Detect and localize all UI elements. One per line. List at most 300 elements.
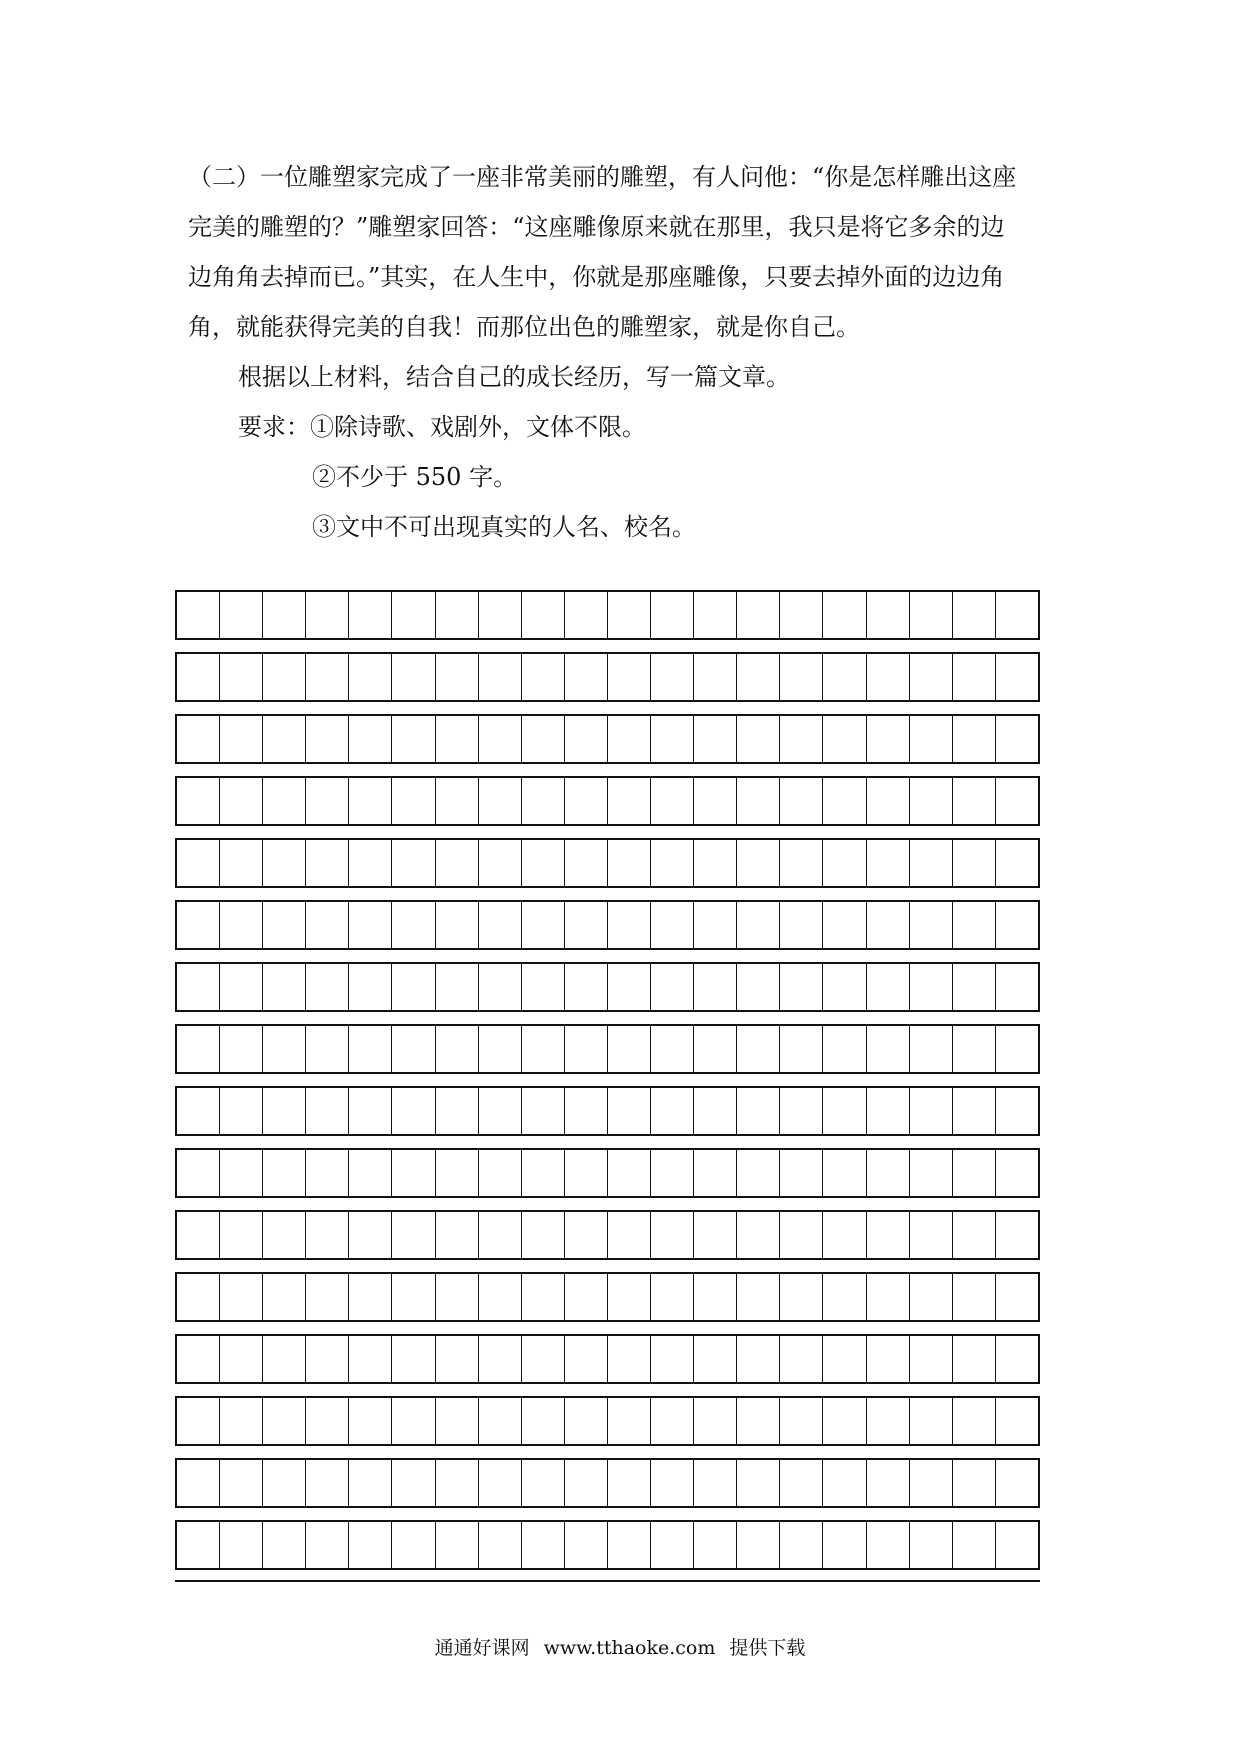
grid-cell[interactable]: [522, 1460, 565, 1506]
grid-cell[interactable]: [953, 840, 996, 886]
grid-cell[interactable]: [953, 1150, 996, 1196]
grid-cell[interactable]: [565, 1026, 608, 1072]
grid-cell[interactable]: [694, 1150, 737, 1196]
grid-cell[interactable]: [349, 1398, 392, 1444]
grid-cell[interactable]: [780, 1522, 823, 1568]
grid-cell[interactable]: [263, 1026, 306, 1072]
grid-cell[interactable]: [220, 1150, 263, 1196]
grid-cell[interactable]: [910, 592, 953, 638]
grid-cell[interactable]: [996, 1460, 1038, 1506]
grid-cell[interactable]: [177, 1026, 220, 1072]
grid-cell[interactable]: [220, 1336, 263, 1382]
grid-cell[interactable]: [177, 1460, 220, 1506]
grid-cell[interactable]: [220, 902, 263, 948]
grid-cell[interactable]: [953, 964, 996, 1010]
grid-cell[interactable]: [220, 840, 263, 886]
grid-cell[interactable]: [867, 592, 910, 638]
grid-cell[interactable]: [780, 1274, 823, 1320]
grid-cell[interactable]: [608, 1274, 651, 1320]
grid-cell[interactable]: [349, 840, 392, 886]
grid-cell[interactable]: [867, 1522, 910, 1568]
grid-cell[interactable]: [349, 654, 392, 700]
grid-cell[interactable]: [996, 778, 1038, 824]
grid-cell[interactable]: [910, 1274, 953, 1320]
grid-cell[interactable]: [953, 1088, 996, 1134]
grid-cell[interactable]: [953, 778, 996, 824]
grid-cell[interactable]: [177, 716, 220, 762]
grid-cell[interactable]: [306, 1088, 349, 1134]
grid-cell[interactable]: [780, 964, 823, 1010]
grid-cell[interactable]: [996, 964, 1038, 1010]
grid-cell[interactable]: [177, 902, 220, 948]
grid-cell[interactable]: [780, 1026, 823, 1072]
grid-cell[interactable]: [651, 778, 694, 824]
grid-cell[interactable]: [694, 654, 737, 700]
grid-cell[interactable]: [910, 1026, 953, 1072]
grid-cell[interactable]: [220, 654, 263, 700]
grid-cell[interactable]: [306, 778, 349, 824]
grid-cell[interactable]: [823, 1088, 866, 1134]
grid-cell[interactable]: [263, 654, 306, 700]
grid-cell[interactable]: [780, 1212, 823, 1258]
grid-cell[interactable]: [306, 1398, 349, 1444]
grid-cell[interactable]: [565, 964, 608, 1010]
grid-cell[interactable]: [910, 1336, 953, 1382]
grid-cell[interactable]: [910, 902, 953, 948]
grid-cell[interactable]: [263, 592, 306, 638]
grid-cell[interactable]: [737, 1088, 780, 1134]
grid-cell[interactable]: [694, 964, 737, 1010]
grid-cell[interactable]: [953, 1336, 996, 1382]
grid-cell[interactable]: [479, 1088, 522, 1134]
grid-cell[interactable]: [737, 840, 780, 886]
grid-cell[interactable]: [479, 592, 522, 638]
grid-cell[interactable]: [608, 1398, 651, 1444]
grid-cell[interactable]: [349, 1522, 392, 1568]
grid-cell[interactable]: [910, 716, 953, 762]
grid-cell[interactable]: [608, 716, 651, 762]
grid-cell[interactable]: [177, 964, 220, 1010]
grid-cell[interactable]: [392, 592, 435, 638]
grid-cell[interactable]: [996, 1398, 1038, 1444]
grid-cell[interactable]: [823, 902, 866, 948]
grid-cell[interactable]: [694, 778, 737, 824]
grid-cell[interactable]: [522, 1088, 565, 1134]
grid-cell[interactable]: [608, 964, 651, 1010]
grid-cell[interactable]: [737, 902, 780, 948]
grid-cell[interactable]: [306, 654, 349, 700]
grid-cell[interactable]: [910, 1522, 953, 1568]
grid-cell[interactable]: [392, 654, 435, 700]
grid-cell[interactable]: [823, 1026, 866, 1072]
grid-cell[interactable]: [392, 1212, 435, 1258]
grid-cell[interactable]: [953, 902, 996, 948]
grid-cell[interactable]: [608, 1150, 651, 1196]
grid-cell[interactable]: [349, 964, 392, 1010]
grid-cell[interactable]: [651, 964, 694, 1010]
grid-cell[interactable]: [263, 1274, 306, 1320]
grid-cell[interactable]: [479, 1336, 522, 1382]
grid-cell[interactable]: [823, 654, 866, 700]
grid-cell[interactable]: [651, 716, 694, 762]
grid-cell[interactable]: [608, 1088, 651, 1134]
grid-cell[interactable]: [565, 1336, 608, 1382]
grid-cell[interactable]: [306, 716, 349, 762]
grid-cell[interactable]: [694, 1274, 737, 1320]
grid-cell[interactable]: [737, 964, 780, 1010]
grid-cell[interactable]: [953, 1398, 996, 1444]
grid-cell[interactable]: [436, 1522, 479, 1568]
grid-cell[interactable]: [694, 1398, 737, 1444]
grid-cell[interactable]: [780, 902, 823, 948]
grid-cell[interactable]: [392, 964, 435, 1010]
grid-cell[interactable]: [565, 902, 608, 948]
grid-cell[interactable]: [565, 840, 608, 886]
grid-cell[interactable]: [479, 716, 522, 762]
grid-cell[interactable]: [263, 1522, 306, 1568]
grid-cell[interactable]: [392, 1398, 435, 1444]
grid-cell[interactable]: [953, 1274, 996, 1320]
grid-cell[interactable]: [220, 1522, 263, 1568]
grid-cell[interactable]: [608, 902, 651, 948]
grid-cell[interactable]: [220, 1398, 263, 1444]
grid-cell[interactable]: [349, 902, 392, 948]
grid-cell[interactable]: [651, 1522, 694, 1568]
grid-cell[interactable]: [392, 1150, 435, 1196]
grid-cell[interactable]: [392, 902, 435, 948]
grid-cell[interactable]: [522, 1026, 565, 1072]
grid-cell[interactable]: [436, 902, 479, 948]
grid-cell[interactable]: [479, 964, 522, 1010]
grid-cell[interactable]: [177, 840, 220, 886]
grid-cell[interactable]: [263, 778, 306, 824]
grid-cell[interactable]: [867, 1212, 910, 1258]
grid-cell[interactable]: [694, 1460, 737, 1506]
grid-cell[interactable]: [263, 902, 306, 948]
grid-cell[interactable]: [996, 1522, 1038, 1568]
grid-cell[interactable]: [306, 964, 349, 1010]
grid-cell[interactable]: [910, 1212, 953, 1258]
grid-cell[interactable]: [694, 716, 737, 762]
grid-cell[interactable]: [565, 716, 608, 762]
grid-cell[interactable]: [910, 1088, 953, 1134]
grid-cell[interactable]: [867, 964, 910, 1010]
grid-cell[interactable]: [694, 1522, 737, 1568]
grid-cell[interactable]: [263, 1460, 306, 1506]
grid-cell[interactable]: [522, 1150, 565, 1196]
grid-cell[interactable]: [436, 592, 479, 638]
grid-cell[interactable]: [565, 1150, 608, 1196]
grid-cell[interactable]: [177, 1274, 220, 1320]
grid-cell[interactable]: [737, 1522, 780, 1568]
grid-cell[interactable]: [780, 1398, 823, 1444]
grid-cell[interactable]: [823, 592, 866, 638]
grid-cell[interactable]: [306, 840, 349, 886]
grid-cell[interactable]: [220, 1460, 263, 1506]
grid-cell[interactable]: [263, 1150, 306, 1196]
grid-cell[interactable]: [177, 1336, 220, 1382]
grid-cell[interactable]: [953, 1212, 996, 1258]
grid-cell[interactable]: [910, 1460, 953, 1506]
grid-cell[interactable]: [737, 1398, 780, 1444]
grid-cell[interactable]: [220, 1088, 263, 1134]
grid-cell[interactable]: [867, 1274, 910, 1320]
grid-cell[interactable]: [953, 1026, 996, 1072]
grid-cell[interactable]: [436, 1150, 479, 1196]
grid-cell[interactable]: [867, 1088, 910, 1134]
grid-cell[interactable]: [522, 840, 565, 886]
grid-cell[interactable]: [737, 592, 780, 638]
grid-cell[interactable]: [522, 654, 565, 700]
grid-cell[interactable]: [479, 1460, 522, 1506]
grid-cell[interactable]: [737, 1274, 780, 1320]
grid-cell[interactable]: [436, 716, 479, 762]
grid-cell[interactable]: [392, 716, 435, 762]
grid-cell[interactable]: [823, 1150, 866, 1196]
grid-cell[interactable]: [220, 778, 263, 824]
grid-cell[interactable]: [177, 654, 220, 700]
grid-cell[interactable]: [392, 1460, 435, 1506]
grid-cell[interactable]: [780, 840, 823, 886]
grid-cell[interactable]: [479, 1026, 522, 1072]
grid-cell[interactable]: [867, 902, 910, 948]
grid-cell[interactable]: [522, 1274, 565, 1320]
grid-cell[interactable]: [780, 1088, 823, 1134]
grid-cell[interactable]: [565, 778, 608, 824]
grid-cell[interactable]: [177, 1088, 220, 1134]
grid-cell[interactable]: [479, 1398, 522, 1444]
grid-cell[interactable]: [737, 1212, 780, 1258]
grid-cell[interactable]: [823, 964, 866, 1010]
grid-cell[interactable]: [608, 592, 651, 638]
grid-cell[interactable]: [479, 902, 522, 948]
grid-cell[interactable]: [177, 1398, 220, 1444]
grid-cell[interactable]: [608, 840, 651, 886]
grid-cell[interactable]: [651, 1336, 694, 1382]
grid-cell[interactable]: [608, 778, 651, 824]
grid-cell[interactable]: [522, 1522, 565, 1568]
grid-cell[interactable]: [823, 1336, 866, 1382]
grid-cell[interactable]: [867, 840, 910, 886]
grid-cell[interactable]: [996, 654, 1038, 700]
grid-cell[interactable]: [349, 1460, 392, 1506]
grid-cell[interactable]: [694, 1336, 737, 1382]
grid-cell[interactable]: [780, 716, 823, 762]
grid-cell[interactable]: [694, 902, 737, 948]
grid-cell[interactable]: [263, 1088, 306, 1134]
grid-cell[interactable]: [220, 1026, 263, 1072]
grid-cell[interactable]: [306, 1522, 349, 1568]
grid-cell[interactable]: [996, 902, 1038, 948]
grid-cell[interactable]: [436, 1398, 479, 1444]
grid-cell[interactable]: [608, 1336, 651, 1382]
grid-cell[interactable]: [522, 902, 565, 948]
grid-cell[interactable]: [867, 778, 910, 824]
grid-cell[interactable]: [565, 1398, 608, 1444]
grid-cell[interactable]: [177, 592, 220, 638]
grid-cell[interactable]: [479, 840, 522, 886]
grid-cell[interactable]: [349, 1150, 392, 1196]
grid-cell[interactable]: [479, 1274, 522, 1320]
grid-cell[interactable]: [565, 1088, 608, 1134]
grid-cell[interactable]: [651, 1088, 694, 1134]
grid-cell[interactable]: [565, 1460, 608, 1506]
grid-cell[interactable]: [306, 1212, 349, 1258]
grid-cell[interactable]: [953, 592, 996, 638]
grid-cell[interactable]: [910, 1150, 953, 1196]
grid-cell[interactable]: [694, 840, 737, 886]
grid-cell[interactable]: [263, 1336, 306, 1382]
grid-cell[interactable]: [823, 1522, 866, 1568]
grid-cell[interactable]: [479, 654, 522, 700]
grid-cell[interactable]: [436, 840, 479, 886]
grid-cell[interactable]: [910, 654, 953, 700]
grid-cell[interactable]: [263, 964, 306, 1010]
grid-cell[interactable]: [996, 592, 1038, 638]
grid-cell[interactable]: [349, 716, 392, 762]
grid-cell[interactable]: [694, 1088, 737, 1134]
grid-cell[interactable]: [349, 778, 392, 824]
grid-cell[interactable]: [220, 964, 263, 1010]
grid-cell[interactable]: [996, 1274, 1038, 1320]
grid-cell[interactable]: [565, 1522, 608, 1568]
grid-cell[interactable]: [349, 592, 392, 638]
grid-cell[interactable]: [608, 1522, 651, 1568]
grid-cell[interactable]: [479, 1150, 522, 1196]
grid-cell[interactable]: [780, 1336, 823, 1382]
grid-cell[interactable]: [910, 964, 953, 1010]
grid-cell[interactable]: [349, 1088, 392, 1134]
grid-cell[interactable]: [823, 1398, 866, 1444]
grid-cell[interactable]: [996, 716, 1038, 762]
grid-cell[interactable]: [780, 592, 823, 638]
grid-cell[interactable]: [867, 1460, 910, 1506]
grid-cell[interactable]: [651, 654, 694, 700]
grid-cell[interactable]: [823, 778, 866, 824]
grid-cell[interactable]: [306, 1336, 349, 1382]
grid-cell[interactable]: [651, 1460, 694, 1506]
grid-cell[interactable]: [737, 778, 780, 824]
grid-cell[interactable]: [780, 778, 823, 824]
grid-cell[interactable]: [694, 1212, 737, 1258]
grid-cell[interactable]: [651, 1212, 694, 1258]
footer-url[interactable]: www.tthaoke.com: [543, 1637, 716, 1659]
grid-cell[interactable]: [737, 654, 780, 700]
grid-cell[interactable]: [867, 716, 910, 762]
grid-cell[interactable]: [522, 1336, 565, 1382]
grid-cell[interactable]: [780, 1460, 823, 1506]
grid-cell[interactable]: [953, 654, 996, 700]
grid-cell[interactable]: [867, 1150, 910, 1196]
grid-cell[interactable]: [910, 840, 953, 886]
grid-cell[interactable]: [867, 1398, 910, 1444]
grid-cell[interactable]: [349, 1026, 392, 1072]
grid-cell[interactable]: [522, 778, 565, 824]
grid-cell[interactable]: [436, 964, 479, 1010]
grid-cell[interactable]: [608, 1212, 651, 1258]
grid-cell[interactable]: [780, 654, 823, 700]
grid-cell[interactable]: [522, 1398, 565, 1444]
grid-cell[interactable]: [780, 1150, 823, 1196]
grid-cell[interactable]: [349, 1336, 392, 1382]
grid-cell[interactable]: [737, 1026, 780, 1072]
grid-cell[interactable]: [823, 840, 866, 886]
grid-cell[interactable]: [694, 1026, 737, 1072]
grid-cell[interactable]: [867, 1026, 910, 1072]
grid-cell[interactable]: [694, 592, 737, 638]
grid-cell[interactable]: [392, 1088, 435, 1134]
grid-cell[interactable]: [177, 778, 220, 824]
grid-cell[interactable]: [651, 592, 694, 638]
grid-cell[interactable]: [436, 1460, 479, 1506]
grid-cell[interactable]: [306, 592, 349, 638]
grid-cell[interactable]: [608, 654, 651, 700]
grid-cell[interactable]: [436, 1026, 479, 1072]
grid-cell[interactable]: [996, 840, 1038, 886]
grid-cell[interactable]: [953, 1460, 996, 1506]
grid-cell[interactable]: [565, 1274, 608, 1320]
grid-cell[interactable]: [608, 1460, 651, 1506]
grid-cell[interactable]: [565, 592, 608, 638]
grid-cell[interactable]: [436, 1088, 479, 1134]
grid-cell[interactable]: [392, 1522, 435, 1568]
grid-cell[interactable]: [177, 1522, 220, 1568]
grid-cell[interactable]: [867, 654, 910, 700]
grid-cell[interactable]: [996, 1088, 1038, 1134]
grid-cell[interactable]: [177, 1212, 220, 1258]
grid-cell[interactable]: [651, 1150, 694, 1196]
grid-cell[interactable]: [996, 1336, 1038, 1382]
grid-cell[interactable]: [823, 716, 866, 762]
grid-cell[interactable]: [996, 1026, 1038, 1072]
grid-cell[interactable]: [608, 1026, 651, 1072]
grid-cell[interactable]: [953, 1522, 996, 1568]
grid-cell[interactable]: [522, 964, 565, 1010]
grid-cell[interactable]: [263, 840, 306, 886]
grid-cell[interactable]: [565, 654, 608, 700]
grid-cell[interactable]: [823, 1460, 866, 1506]
grid-cell[interactable]: [479, 778, 522, 824]
grid-cell[interactable]: [996, 1212, 1038, 1258]
grid-cell[interactable]: [651, 1026, 694, 1072]
grid-cell[interactable]: [867, 1336, 910, 1382]
grid-cell[interactable]: [651, 902, 694, 948]
grid-cell[interactable]: [306, 1026, 349, 1072]
grid-cell[interactable]: [436, 654, 479, 700]
grid-cell[interactable]: [263, 1212, 306, 1258]
grid-cell[interactable]: [522, 716, 565, 762]
grid-cell[interactable]: [436, 1212, 479, 1258]
grid-cell[interactable]: [651, 840, 694, 886]
grid-cell[interactable]: [177, 1150, 220, 1196]
grid-cell[interactable]: [436, 1274, 479, 1320]
grid-cell[interactable]: [392, 1274, 435, 1320]
grid-cell[interactable]: [651, 1398, 694, 1444]
grid-cell[interactable]: [220, 592, 263, 638]
grid-cell[interactable]: [910, 778, 953, 824]
grid-cell[interactable]: [436, 1336, 479, 1382]
grid-cell[interactable]: [306, 1460, 349, 1506]
grid-cell[interactable]: [392, 840, 435, 886]
grid-cell[interactable]: [953, 716, 996, 762]
grid-cell[interactable]: [436, 778, 479, 824]
grid-cell[interactable]: [220, 1274, 263, 1320]
grid-cell[interactable]: [522, 592, 565, 638]
grid-cell[interactable]: [263, 1398, 306, 1444]
grid-cell[interactable]: [651, 1274, 694, 1320]
grid-cell[interactable]: [737, 1336, 780, 1382]
grid-cell[interactable]: [479, 1212, 522, 1258]
